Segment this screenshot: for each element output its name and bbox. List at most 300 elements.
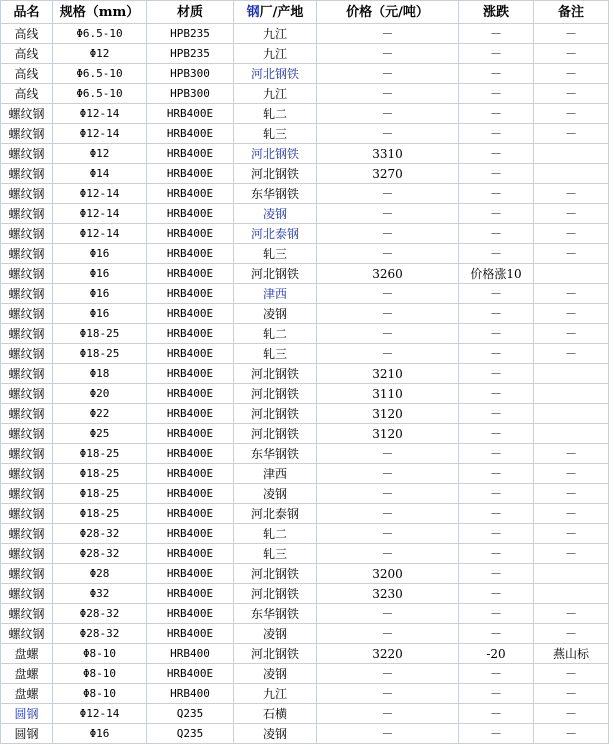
cell-spec: Φ18-25: [53, 344, 147, 364]
header-mill-link[interactable]: 钢: [246, 4, 260, 20]
table-row: [1, 544, 609, 564]
cell-spec: Φ18: [53, 364, 147, 384]
table-header: [1, 1, 609, 24]
cell-change: －: [459, 204, 534, 224]
cell-price: 3210: [317, 364, 459, 384]
table-row: [1, 104, 609, 124]
table-row: [1, 284, 609, 304]
cell-spec: Φ28-32: [53, 524, 147, 544]
table-row: [1, 24, 609, 44]
table-row: [1, 444, 609, 464]
cell-mill: 河北泰钢: [234, 504, 317, 524]
cell-price: －: [317, 524, 459, 544]
cell-mill: 东华钢铁: [234, 444, 317, 464]
cell-price: －: [317, 504, 459, 524]
cell-spec: Φ12-14: [53, 704, 147, 724]
cell-mill: 凌钢: [234, 484, 317, 504]
cell-mill: 轧二: [234, 324, 317, 344]
cell-material: HRB400: [147, 684, 234, 704]
cell-price: －: [317, 64, 459, 84]
cell-spec: Φ6.5-10: [53, 64, 147, 84]
cell-note: －: [534, 184, 609, 204]
header-material: 材质: [147, 1, 234, 24]
cell-price: 3230: [317, 584, 459, 604]
header-mill[interactable]: [234, 1, 317, 24]
cell-spec: Φ16: [53, 724, 147, 744]
cell-note: －: [534, 724, 609, 744]
cell-material: HRB400E: [147, 404, 234, 424]
cell-name: 螺纹钢: [1, 484, 53, 504]
cell-material: HPB300: [147, 64, 234, 84]
cell-mill: 轧三: [234, 124, 317, 144]
table-row: [1, 304, 609, 324]
cell-note: －: [534, 504, 609, 524]
cell-spec: Φ16: [53, 304, 147, 324]
table-row: [1, 704, 609, 724]
cell-change: －: [459, 164, 534, 184]
cell-name: 圆钢: [1, 724, 53, 744]
cell-mill: 轧三: [234, 544, 317, 564]
cell-price: －: [317, 84, 459, 104]
cell-name: 螺纹钢: [1, 464, 53, 484]
cell-change: －: [459, 544, 534, 564]
cell-material: HRB400E: [147, 204, 234, 224]
cell-spec: Φ8-10: [53, 644, 147, 664]
cell-note: －: [534, 84, 609, 104]
cell-name: 螺纹钢: [1, 324, 53, 344]
cell-note: －: [534, 124, 609, 144]
cell-note: [534, 424, 609, 444]
cell-spec: Φ8-10: [53, 664, 147, 684]
cell-spec: Φ18-25: [53, 504, 147, 524]
cell-change: －: [459, 724, 534, 744]
cell-note: －: [534, 324, 609, 344]
cell-spec: Φ12-14: [53, 204, 147, 224]
cell-note: －: [534, 624, 609, 644]
cell-price: 3120: [317, 404, 459, 424]
cell-name: 螺纹钢: [1, 544, 53, 564]
cell-mill[interactable]: 津西: [234, 284, 317, 304]
cell-change: －: [459, 64, 534, 84]
cell-change: －: [459, 504, 534, 524]
cell-change: －: [459, 344, 534, 364]
cell-note: [534, 264, 609, 284]
cell-change: －: [459, 324, 534, 344]
cell-note: [534, 364, 609, 384]
cell-change: －: [459, 704, 534, 724]
table-row: [1, 604, 609, 624]
cell-change: －: [459, 444, 534, 464]
cell-change: －: [459, 424, 534, 444]
cell-material: HRB400E: [147, 444, 234, 464]
cell-change: －: [459, 304, 534, 324]
cell-name: 螺纹钢: [1, 244, 53, 264]
table-row: [1, 144, 609, 164]
cell-material: HRB400E: [147, 344, 234, 364]
cell-price: －: [317, 624, 459, 644]
header-row: [1, 1, 609, 24]
cell-name: 螺纹钢: [1, 524, 53, 544]
cell-mill: 津西: [234, 464, 317, 484]
cell-mill: 河北钢铁: [234, 364, 317, 384]
cell-change: －: [459, 244, 534, 264]
cell-mill[interactable]: 凌钢: [234, 204, 317, 224]
cell-material: HRB400E: [147, 524, 234, 544]
cell-spec: Φ12: [53, 144, 147, 164]
cell-price: －: [317, 684, 459, 704]
table-row: [1, 644, 609, 664]
cell-name: 螺纹钢: [1, 364, 53, 384]
table-row: [1, 224, 609, 244]
cell-mill: 河北钢铁: [234, 384, 317, 404]
header-spec: 规格（mm）: [53, 1, 147, 24]
cell-spec: Φ12-14: [53, 104, 147, 124]
table-row: [1, 484, 609, 504]
cell-change: －: [459, 44, 534, 64]
cell-note: －: [534, 484, 609, 504]
cell-spec: Φ18-25: [53, 444, 147, 464]
cell-note: －: [534, 44, 609, 64]
cell-spec: Φ16: [53, 264, 147, 284]
cell-price: －: [317, 24, 459, 44]
cell-name: 螺纹钢: [1, 184, 53, 204]
header-mill-rest: 厂/产地: [259, 4, 304, 20]
table-row: [1, 244, 609, 264]
cell-name: 盘螺: [1, 644, 53, 664]
cell-material: HRB400E: [147, 484, 234, 504]
cell-name: 盘螺: [1, 664, 53, 684]
table-row: [1, 124, 609, 144]
cell-mill: 九江: [234, 24, 317, 44]
cell-note: [534, 564, 609, 584]
cell-mill: 河北钢铁: [234, 264, 317, 284]
cell-mill: 凌钢: [234, 624, 317, 644]
cell-name: 螺纹钢: [1, 224, 53, 244]
cell-spec: Φ8-10: [53, 684, 147, 704]
cell-name: 螺纹钢: [1, 624, 53, 644]
cell-name: 高线: [1, 64, 53, 84]
cell-name: 螺纹钢: [1, 104, 53, 124]
cell-note: －: [534, 684, 609, 704]
cell-mill: 河北钢铁: [234, 164, 317, 184]
cell-spec: Φ12-14: [53, 184, 147, 204]
cell-name: 螺纹钢: [1, 204, 53, 224]
cell-material: HRB400E: [147, 244, 234, 264]
cell-note: [534, 144, 609, 164]
cell-price: －: [317, 304, 459, 324]
cell-spec: Φ20: [53, 384, 147, 404]
cell-name: 螺纹钢: [1, 424, 53, 444]
cell-material: HRB400E: [147, 324, 234, 344]
cell-name: 盘螺: [1, 684, 53, 704]
cell-spec: Φ14: [53, 164, 147, 184]
cell-material: Q235: [147, 704, 234, 724]
cell-note: [534, 584, 609, 604]
cell-note: －: [534, 704, 609, 724]
cell-name: 螺纹钢: [1, 144, 53, 164]
cell-change: -20: [459, 644, 534, 664]
cell-note: －: [534, 224, 609, 244]
cell-mill: 东华钢铁: [234, 184, 317, 204]
table-body: [1, 24, 609, 744]
cell-mill: 轧二: [234, 524, 317, 544]
cell-material: HRB400E: [147, 284, 234, 304]
table-row: [1, 584, 609, 604]
cell-name: 螺纹钢: [1, 124, 53, 144]
cell-name: 高线: [1, 24, 53, 44]
cell-change: －: [459, 144, 534, 164]
cell-price: －: [317, 244, 459, 264]
cell-change: －: [459, 364, 534, 384]
cell-note: －: [534, 24, 609, 44]
cell-name: 螺纹钢: [1, 564, 53, 584]
cell-note: －: [534, 104, 609, 124]
cell-price: 3120: [317, 424, 459, 444]
cell-spec: Φ6.5-10: [53, 84, 147, 104]
cell-price: 3270: [317, 164, 459, 184]
table-row: [1, 164, 609, 184]
cell-price: －: [317, 224, 459, 244]
cell-spec: Φ28-32: [53, 624, 147, 644]
cell-material: HPB235: [147, 44, 234, 64]
cell-mill[interactable]: 河北钢铁: [234, 64, 317, 84]
cell-spec: Φ12-14: [53, 224, 147, 244]
cell-change: －: [459, 584, 534, 604]
cell-mill: 河北钢铁: [234, 644, 317, 664]
cell-name: 螺纹钢: [1, 304, 53, 324]
cell-price: －: [317, 104, 459, 124]
cell-material: HRB400E: [147, 124, 234, 144]
cell-mill: 河北钢铁: [234, 564, 317, 584]
cell-price: 3310: [317, 144, 459, 164]
cell-name: 螺纹钢: [1, 264, 53, 284]
cell-spec: Φ25: [53, 424, 147, 444]
cell-note: －: [534, 544, 609, 564]
cell-spec: Φ18-25: [53, 324, 147, 344]
cell-price: －: [317, 724, 459, 744]
cell-price: 3260: [317, 264, 459, 284]
cell-name: 螺纹钢: [1, 344, 53, 364]
cell-note: 燕山标: [534, 644, 609, 664]
cell-mill[interactable]: 河北钢铁: [234, 144, 317, 164]
cell-material: HRB400E: [147, 224, 234, 244]
table-row: [1, 624, 609, 644]
cell-mill: 河北钢铁: [234, 404, 317, 424]
cell-mill: 九江: [234, 44, 317, 64]
table-row: [1, 324, 609, 344]
cell-material: HRB400E: [147, 664, 234, 684]
cell-change: －: [459, 524, 534, 544]
cell-name[interactable]: 圆钢: [1, 704, 53, 724]
cell-material: Q235: [147, 724, 234, 744]
cell-change: －: [459, 624, 534, 644]
cell-note: －: [534, 344, 609, 364]
cell-price: －: [317, 464, 459, 484]
cell-material: HRB400E: [147, 104, 234, 124]
cell-price: －: [317, 124, 459, 144]
cell-name: 螺纹钢: [1, 584, 53, 604]
cell-price: －: [317, 444, 459, 464]
cell-mill: 轧二: [234, 104, 317, 124]
cell-name: 螺纹钢: [1, 404, 53, 424]
cell-material: HRB400E: [147, 624, 234, 644]
cell-change: －: [459, 104, 534, 124]
cell-change: 价格涨10: [459, 264, 534, 284]
cell-price: 3220: [317, 644, 459, 664]
cell-spec: Φ18-25: [53, 484, 147, 504]
cell-price: －: [317, 284, 459, 304]
cell-material: HRB400E: [147, 584, 234, 604]
cell-note: [534, 404, 609, 424]
cell-spec: Φ16: [53, 244, 147, 264]
table-row: [1, 84, 609, 104]
table-row: [1, 184, 609, 204]
cell-price: －: [317, 704, 459, 724]
cell-spec: Φ12: [53, 44, 147, 64]
cell-spec: Φ16: [53, 284, 147, 304]
cell-price: －: [317, 204, 459, 224]
table-row: [1, 564, 609, 584]
cell-name: 螺纹钢: [1, 504, 53, 524]
cell-name: 螺纹钢: [1, 164, 53, 184]
cell-price: －: [317, 604, 459, 624]
cell-price: －: [317, 44, 459, 64]
cell-note: －: [534, 304, 609, 324]
cell-note: [534, 384, 609, 404]
table-row: [1, 384, 609, 404]
cell-spec: Φ6.5-10: [53, 24, 147, 44]
table-row: [1, 664, 609, 684]
table-row: [1, 724, 609, 744]
cell-change: －: [459, 124, 534, 144]
cell-price: －: [317, 344, 459, 364]
cell-price: 3200: [317, 564, 459, 584]
cell-note: －: [534, 524, 609, 544]
cell-spec: Φ28-32: [53, 544, 147, 564]
cell-material: HRB400E: [147, 544, 234, 564]
cell-spec: Φ28: [53, 564, 147, 584]
table-row: [1, 424, 609, 444]
cell-note: －: [534, 64, 609, 84]
table-row: [1, 204, 609, 224]
cell-change: －: [459, 224, 534, 244]
cell-note: －: [534, 444, 609, 464]
cell-price: －: [317, 184, 459, 204]
cell-change: －: [459, 24, 534, 44]
cell-material: HRB400E: [147, 564, 234, 584]
cell-price: －: [317, 544, 459, 564]
header-price: 价格（元/吨）: [317, 1, 459, 24]
cell-note: [534, 164, 609, 184]
cell-mill: 九江: [234, 84, 317, 104]
cell-mill: 凌钢: [234, 304, 317, 324]
cell-change: －: [459, 84, 534, 104]
table-row: [1, 44, 609, 64]
cell-material: HPB235: [147, 24, 234, 44]
table-row: [1, 464, 609, 484]
cell-material: HRB400E: [147, 144, 234, 164]
cell-change: －: [459, 384, 534, 404]
cell-change: －: [459, 604, 534, 624]
cell-mill: 石横: [234, 704, 317, 724]
cell-mill: 轧三: [234, 244, 317, 264]
cell-mill: 轧三: [234, 344, 317, 364]
cell-price: 3110: [317, 384, 459, 404]
cell-name: 螺纹钢: [1, 444, 53, 464]
cell-material: HRB400E: [147, 164, 234, 184]
cell-material: HRB400E: [147, 184, 234, 204]
table-row: [1, 504, 609, 524]
cell-spec: Φ18-25: [53, 464, 147, 484]
cell-change: －: [459, 664, 534, 684]
cell-mill: 东华钢铁: [234, 604, 317, 624]
cell-material: HRB400E: [147, 364, 234, 384]
cell-material: HRB400E: [147, 384, 234, 404]
cell-price: －: [317, 664, 459, 684]
table-row: [1, 524, 609, 544]
cell-name: 高线: [1, 84, 53, 104]
table-row: [1, 344, 609, 364]
table-row: [1, 404, 609, 424]
table-row: [1, 64, 609, 84]
cell-mill: 凌钢: [234, 664, 317, 684]
header-name: 品名: [1, 1, 53, 24]
cell-mill: 河北钢铁: [234, 584, 317, 604]
cell-spec: Φ12-14: [53, 124, 147, 144]
cell-material: HRB400: [147, 644, 234, 664]
cell-spec: Φ28-32: [53, 604, 147, 624]
cell-note: －: [534, 604, 609, 624]
cell-material: HRB400E: [147, 304, 234, 324]
table-row: [1, 684, 609, 704]
cell-mill: 凌钢: [234, 724, 317, 744]
cell-name: 螺纹钢: [1, 284, 53, 304]
cell-mill[interactable]: 河北泰钢: [234, 224, 317, 244]
cell-material: HRB400E: [147, 424, 234, 444]
cell-material: HRB400E: [147, 464, 234, 484]
cell-note: －: [534, 664, 609, 684]
cell-change: －: [459, 484, 534, 504]
cell-change: －: [459, 404, 534, 424]
cell-note: －: [534, 244, 609, 264]
table-row: [1, 264, 609, 284]
cell-change: －: [459, 564, 534, 584]
table-row: [1, 364, 609, 384]
cell-price: －: [317, 484, 459, 504]
cell-name: 螺纹钢: [1, 384, 53, 404]
cell-material: HRB400E: [147, 604, 234, 624]
cell-change: －: [459, 184, 534, 204]
header-change: 涨跌: [459, 1, 534, 24]
cell-name: 高线: [1, 44, 53, 64]
cell-mill: 九江: [234, 684, 317, 704]
cell-note: －: [534, 284, 609, 304]
cell-material: HRB400E: [147, 264, 234, 284]
cell-price: －: [317, 324, 459, 344]
cell-change: －: [459, 284, 534, 304]
cell-material: HPB300: [147, 84, 234, 104]
cell-change: －: [459, 464, 534, 484]
header-note: 备注: [534, 1, 609, 24]
cell-spec: Φ32: [53, 584, 147, 604]
cell-mill: 河北钢铁: [234, 424, 317, 444]
cell-material: HRB400E: [147, 504, 234, 524]
cell-note: －: [534, 204, 609, 224]
cell-note: －: [534, 464, 609, 484]
cell-spec: Φ22: [53, 404, 147, 424]
cell-change: －: [459, 684, 534, 704]
cell-name: 螺纹钢: [1, 604, 53, 624]
